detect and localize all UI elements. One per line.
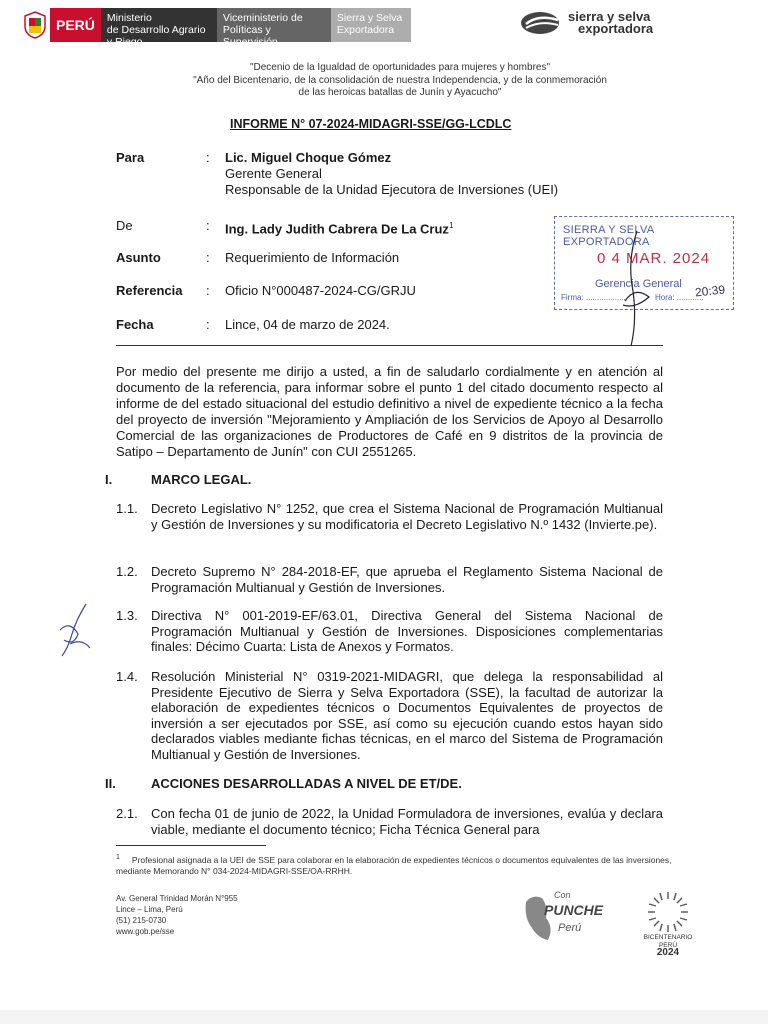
para-line3: Responsable de la Unidad Ejecutora de Inversiones (UEI)	[225, 182, 559, 197]
stamp-hora: Hora: ............	[655, 293, 704, 302]
colon: :	[206, 150, 210, 165]
executor-label: Sierra y Selva Exportadora	[331, 8, 411, 42]
de-value	[225, 218, 453, 237]
footnote-text: Profesional asignada a la UEI de SSE para colaborar en la elaboración de expedientes técnicos o documentos equivalentes de las inversiones, mediante Memorando N° 034-2024-MIDAGRI-SSE/OA-RRHH.	[116, 854, 672, 876]
ministry-line: de Desarrollo Agrario	[106, 24, 206, 36]
bicentenario-logo	[636, 890, 700, 957]
ministry-line: y Riego	[106, 36, 143, 48]
ministry-line: Ministerio	[106, 12, 152, 24]
stamp-hora-handwritten: 20:39	[694, 282, 726, 300]
decenio-block	[140, 62, 660, 100]
address-line: (51) 215-0730	[116, 916, 167, 925]
footnote-mark: 1	[116, 854, 120, 861]
address-line: Lince – Lima, Perú	[116, 905, 183, 914]
address-block	[116, 893, 238, 937]
bicentenario-label: BICENTENARIO	[643, 934, 693, 941]
scan-bottom-edge	[0, 1010, 768, 1024]
punche-con: Con	[554, 890, 571, 900]
ministry-label	[101, 8, 217, 48]
para-value	[225, 150, 558, 198]
sse-logo-icon	[520, 10, 564, 36]
referencia-value: Oficio N°000487-2024-CG/GRJU	[225, 283, 416, 298]
legal-item: Resolución Ministerial N° 0319-2021-MIDAGRI, que delega la responsabilidad al Presidente Ejecutivo de Sierra y Selva Exportadora (SSE), la facultad de autorizar la elaboración de expedientes técnicos o Documentos Equivalentes de proyectos de inversión a ser ejecutados por SSE, así como su ejecución cuando estos hayan sido declarados viables mediante fichas técnicas, en el marco del Sistema de Programación Multianual y Gestión de Inversiones.	[151, 669, 663, 762]
de-name: Ing. Lady Judith Cabrera De La Cruz	[225, 221, 449, 237]
action-item: Con fecha 01 de junio de 2022, la Unidad Formuladora de inversiones, evalúa y declara viable, mediante el documento técnico; Ficha Técnica General para	[151, 806, 663, 837]
colon: :	[206, 218, 210, 233]
decenio-line: "Decenio de la Igualdad de oportunidades para mujeres y hombres"	[249, 62, 551, 73]
item-number: 1.3.	[116, 608, 138, 623]
para-label: Para	[116, 150, 145, 165]
website-link[interactable]: www.gob.pe/sse	[116, 927, 175, 936]
fecha-label: Fecha	[116, 317, 154, 332]
handwritten-initials-icon	[56, 600, 96, 660]
stamp-firma: Firma: ..................	[561, 293, 626, 302]
document-title: INFORME N° 07-2024-MIDAGRI-SSE/GG-LCDLC	[230, 117, 512, 131]
referencia-label: Referencia	[116, 283, 183, 298]
para-line2: Gerente General	[225, 166, 322, 181]
item-number: 1.2.	[116, 564, 138, 579]
colon: :	[206, 250, 210, 265]
intro-paragraph: Por medio del presente me dirijo a usted, a fin de saludarlo cordialmente y en atención al documento de la referencia, para informar sobre el punto 1 del citado documento respecto al informe de del estado situacional del estudio definitivo a nivel de expediente técnico a la fecha del proyecto de inversión "Mejoramiento y Ampliación de los Servicios de Apoyo al Desarrollo Comercial de las organizaciones de Productores de Café en 9 distritos de la provincia de Satipo – Departamento de Junín" con CUI 2551265.	[116, 364, 663, 459]
section1-number: I.	[105, 472, 113, 487]
footnote	[116, 852, 676, 877]
address-line: Av. General Trinidad Morán N°955	[116, 894, 238, 903]
section2-title: ACCIONES DESARROLLADAS A NIVEL DE ET/DE.	[151, 776, 462, 791]
colon: :	[206, 317, 210, 332]
government-header-bar	[20, 8, 411, 60]
reception-stamp	[554, 216, 734, 310]
legal-item: Decreto Legislativo N° 1252, que crea el Sistema Nacional de Programación Multianual y Gestión de Inversiones y su modificatoria el Decreto Legislativo N.º 1432 (Invierte.pe).	[151, 501, 663, 532]
para-name: Lic. Miguel Choque Gómez	[225, 150, 392, 165]
decenio-line: "Año del Bicentenario, de la consolidación de nuestra Independencia, y de la conmemoración	[193, 74, 607, 86]
fecha-value: Lince, 04 de marzo de 2024.	[225, 317, 390, 332]
vice-line: Viceministerio de	[222, 12, 303, 24]
vice-line: Políticas y Supervisión	[222, 24, 278, 48]
footnote-ref: 1	[448, 221, 454, 230]
sse-logo	[520, 10, 653, 36]
de-label: De	[116, 218, 133, 233]
bicentenario-country: PERÚ	[658, 941, 678, 949]
vice-ministry-label	[217, 8, 331, 60]
vice-line: del Desarrollo Agrario	[222, 48, 324, 60]
sse-logo-line1: sierra y selva	[568, 9, 651, 24]
bicentenario-emblem-icon	[646, 890, 690, 934]
item-number: 1.4.	[116, 669, 138, 684]
item-number: 1.1.	[116, 501, 138, 516]
decenio-line: de las heroicas batallas de Junín y Ayacucho"	[298, 87, 502, 98]
con-punche-peru-logo	[518, 888, 604, 946]
punche-word: PUNCHE	[544, 902, 604, 918]
legal-item: Decreto Supremo N° 284-2018-EF, que aprueba el Reglamento Sistema Nacional de Programación Multianual y Gestión de Inversiones.	[151, 564, 663, 595]
sse-logo-line2: exportadora	[578, 21, 654, 36]
item-number: 2.1.	[116, 806, 138, 821]
colon: :	[206, 283, 210, 298]
header-divider	[116, 345, 663, 346]
punche-peru: Perú	[558, 922, 582, 934]
stamp-org: SIERRA Y SELVA EXPORTADORA	[563, 224, 654, 248]
bicentenario-year: 2024	[656, 947, 680, 958]
section1-title: MARCO LEGAL.	[151, 472, 252, 487]
stamp-date: 0 4 MAR. 2024	[597, 250, 711, 267]
section2-number: II.	[105, 776, 116, 791]
asunto-value: Requerimiento de Información	[225, 250, 400, 265]
asunto-label: Asunto	[116, 250, 161, 265]
footnote-divider	[116, 845, 266, 846]
legal-item: Directiva N° 001-2019-EF/63.01, Directiva General del Sistema Nacional de Programación Multianual y Gestión de Inversiones. Disposiciones complementarias finales: Décimo Cuarta: Lista de Anexos y Formatos.	[151, 608, 663, 654]
peru-label: PERÚ	[50, 8, 101, 42]
address-line[interactable]	[116, 926, 238, 937]
stamp-office: Gerencia General	[595, 278, 682, 290]
signature-icon	[615, 231, 655, 351]
coat-of-arms-icon	[20, 8, 50, 42]
